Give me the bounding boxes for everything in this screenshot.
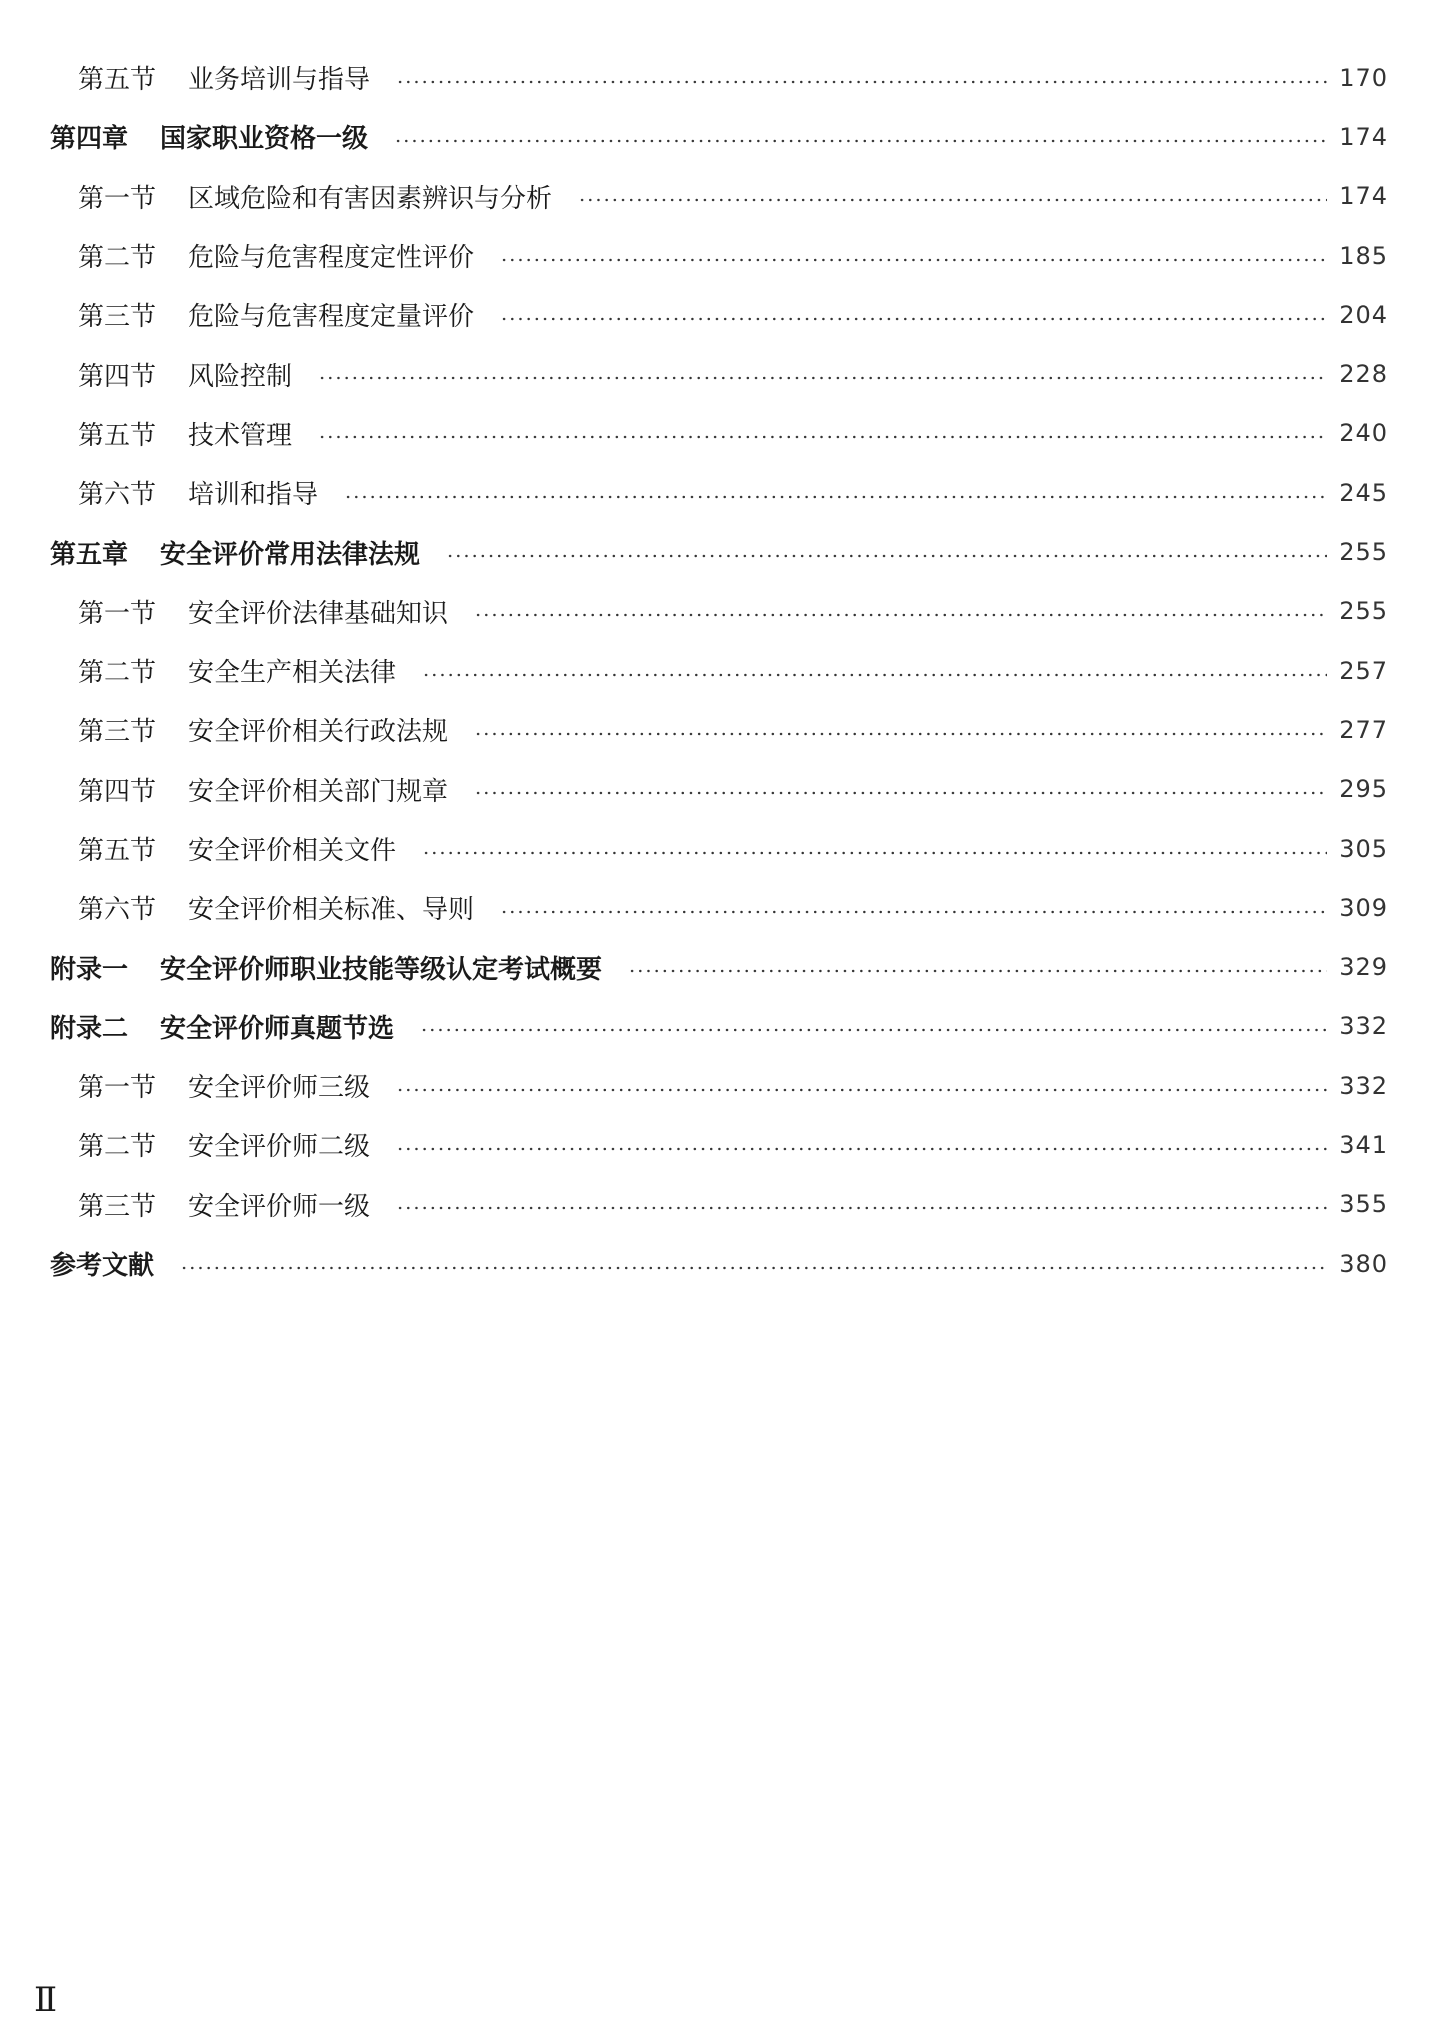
toc-page-number: 255 xyxy=(1339,538,1388,567)
toc-entry-title: 国家职业资格一级 xyxy=(160,124,369,155)
dot-leader xyxy=(318,375,1327,381)
toc-entry-label: 附录二 xyxy=(50,1013,129,1044)
toc-section-row xyxy=(0,404,1436,463)
toc-entry-title: 培训和指导 xyxy=(188,480,319,511)
toc-entry-title: 安全评价常用法律法规 xyxy=(160,539,421,570)
dot-leader xyxy=(422,850,1327,856)
toc-entry-label: 第三节 xyxy=(78,1191,157,1222)
toc-page-number: 277 xyxy=(1339,715,1388,744)
toc-section-row xyxy=(0,285,1436,344)
toc-entry-title: 危险与危害程度定量评价 xyxy=(188,302,475,333)
toc-entry-title: 安全评价师三级 xyxy=(188,1073,371,1104)
toc-entry-label: 第五节 xyxy=(78,420,157,451)
toc-section-row xyxy=(0,1175,1436,1234)
toc-entry-title: 安全评价师一级 xyxy=(188,1191,371,1222)
toc-section-row xyxy=(0,463,1436,522)
toc-entry-title: 技术管理 xyxy=(188,420,293,451)
toc-section-row xyxy=(0,582,1436,641)
toc-page-number: 185 xyxy=(1339,241,1388,270)
dot-leader xyxy=(396,1087,1327,1093)
toc-entry-label: 第四节 xyxy=(78,361,157,392)
toc-section-row xyxy=(0,344,1436,403)
toc-entry-label: 参考文献 xyxy=(50,1251,155,1282)
dot-leader xyxy=(180,1265,1327,1271)
toc-entry-label: 第四节 xyxy=(78,776,157,807)
toc-section-row xyxy=(0,819,1436,878)
toc-section-row xyxy=(0,878,1436,937)
dot-leader xyxy=(394,138,1327,144)
toc-page-number: 295 xyxy=(1339,775,1388,804)
toc-entry-label: 第二节 xyxy=(78,658,157,689)
toc-entry-title: 安全评价相关标准、导则 xyxy=(188,895,475,926)
toc-chapter-row xyxy=(0,1234,1436,1293)
toc-section-row xyxy=(0,1115,1436,1174)
toc-entry-label: 第六节 xyxy=(78,895,157,926)
toc-entry-title: 安全评价相关文件 xyxy=(188,836,397,866)
toc-entry-label: 第二节 xyxy=(78,243,157,274)
dot-leader xyxy=(578,197,1327,203)
toc-page-number: 329 xyxy=(1339,953,1388,982)
toc-entry-label: 附录一 xyxy=(50,954,129,985)
dot-leader xyxy=(396,1205,1327,1211)
toc-page-number: 228 xyxy=(1339,360,1388,389)
toc-section-row xyxy=(0,760,1436,819)
toc-section-row xyxy=(0,700,1436,759)
toc-page-number: 245 xyxy=(1339,478,1388,507)
toc-page-number: 174 xyxy=(1339,182,1388,211)
dot-leader xyxy=(500,909,1327,915)
toc-entry-label: 第五节 xyxy=(78,65,157,96)
toc-entry-title: 安全评价师职业技能等级认定考试概要 xyxy=(160,954,603,985)
toc-page-number: 305 xyxy=(1339,834,1388,863)
dot-leader xyxy=(422,672,1327,678)
toc-entry-title: 区域危险和有害因素辨识与分析 xyxy=(188,183,553,214)
toc-entry-title: 安全评价相关行政法规 xyxy=(188,717,449,748)
dot-leader xyxy=(474,731,1327,737)
toc-page-number: 255 xyxy=(1339,597,1388,626)
toc-page-number: 174 xyxy=(1339,122,1388,151)
toc-chapter-row xyxy=(0,997,1436,1056)
toc-entry-label: 第三节 xyxy=(78,717,157,748)
dot-leader xyxy=(474,790,1327,796)
toc-page-number: 204 xyxy=(1339,300,1388,329)
dot-leader xyxy=(318,434,1327,440)
toc-entry-title: 危险与危害程度定性评价 xyxy=(188,243,475,274)
toc-chapter-row xyxy=(0,107,1436,166)
dot-leader xyxy=(396,1146,1327,1152)
dot-leader xyxy=(500,257,1327,263)
toc-entry-title: 业务培训与指导 xyxy=(188,65,371,96)
toc-entry-label: 第六节 xyxy=(78,480,157,511)
toc-entry-label: 第二节 xyxy=(78,1132,157,1163)
toc-section-row xyxy=(0,1056,1436,1115)
toc-entry-label: 第三节 xyxy=(78,302,157,333)
toc-page-number: 380 xyxy=(1339,1249,1388,1278)
dot-leader xyxy=(474,612,1327,618)
toc-page-number: 257 xyxy=(1339,656,1388,685)
dot-leader xyxy=(420,1027,1327,1033)
table-of-contents xyxy=(0,48,1436,1293)
toc-entry-label: 第五节 xyxy=(78,836,157,866)
toc-section-row xyxy=(0,48,1436,107)
page-folio: Ⅱ xyxy=(34,1980,58,2020)
toc-page-number: 332 xyxy=(1339,1012,1388,1041)
toc-page-number: 240 xyxy=(1339,419,1388,448)
dot-leader xyxy=(500,316,1327,322)
toc-page-number: 309 xyxy=(1339,893,1388,922)
toc-entry-title: 安全评价法律基础知识 xyxy=(188,598,449,629)
toc-entry-title: 安全评价师二级 xyxy=(188,1132,371,1163)
toc-entry-title: 安全评价相关部门规章 xyxy=(188,776,449,807)
toc-section-row xyxy=(0,641,1436,700)
toc-entry-label: 第一节 xyxy=(78,1073,157,1104)
toc-page-number: 341 xyxy=(1339,1130,1388,1159)
toc-page-number: 355 xyxy=(1339,1190,1388,1219)
toc-entry-label: 第一节 xyxy=(78,183,157,214)
dot-leader xyxy=(396,79,1327,85)
toc-chapter-row xyxy=(0,522,1436,581)
toc-entry-title: 风险控制 xyxy=(188,361,293,392)
toc-section-row xyxy=(0,167,1436,226)
toc-page-number: 170 xyxy=(1339,63,1388,92)
dot-leader xyxy=(344,494,1327,500)
toc-entry-label: 第五章 xyxy=(50,539,129,570)
dot-leader xyxy=(628,968,1327,974)
toc-entry-title: 安全评价师真题节选 xyxy=(160,1013,395,1044)
toc-entry-title: 安全生产相关法律 xyxy=(188,658,397,689)
toc-section-row xyxy=(0,226,1436,285)
toc-entry-label: 第一节 xyxy=(78,598,157,629)
toc-page-number: 332 xyxy=(1339,1071,1388,1100)
dot-leader xyxy=(446,553,1327,559)
toc-entry-label: 第四章 xyxy=(50,124,129,155)
toc-chapter-row xyxy=(0,937,1436,996)
